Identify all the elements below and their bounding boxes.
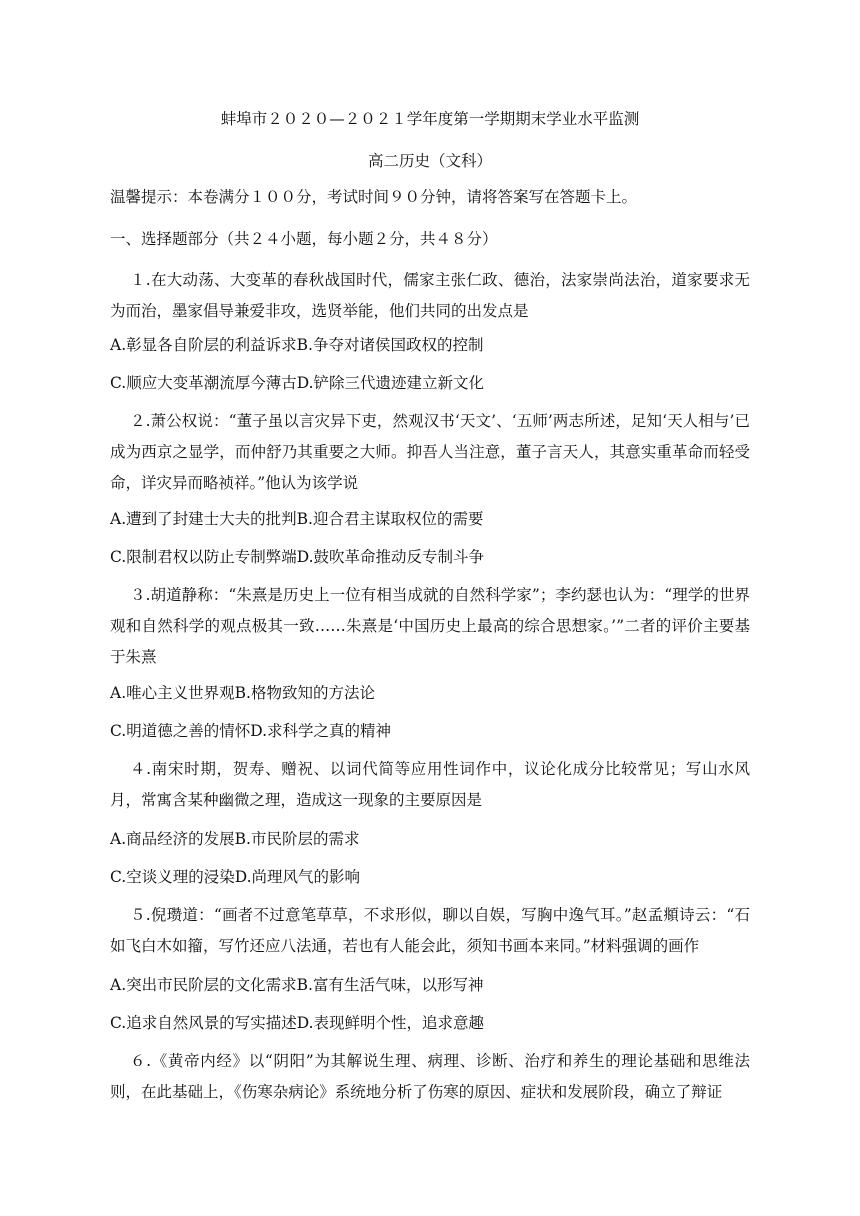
question-3-stem: ３.胡道静称：“朱熹是历史上一位有相当成就的自然科学家”；李约瑟也认为：“理学的世界观和自然科学的观点极其一致……朱熹是‘中国历史上最高的综合思想家。’”二者的评价主要基于朱熹 [110,586,750,666]
section-heading: 一、选择题部分（共２４小题，每小题２分，共４８分） [110,230,498,248]
question-5-stem: ５.倪瓒道：“画者不过意笔草草，不求形似，聊以自娱，写胸中逸气耳。”赵孟頫诗云：“石如飞白木如籀，写竹还应八法通，若也有人能会此，须知书画本来同。”材料强调的画作 [110,906,750,955]
question-3-options-ab: A.唯心主义世界观B.格物致知的方法论 [110,684,375,702]
question-5-options-cd: C.追求自然风景的写实描述D.表现鲜明个性，追求意趣 [110,1014,485,1032]
exam-tip: 温馨提示：本卷满分１００分，考试时间９０分钟，请将答案写在答题卡上。 [110,188,638,206]
question-5-options-ab: A.突出市民阶层的文化需求B.富有生活气味，以形写神 [110,976,484,994]
question-1-stem: １.在大动荡、大变革的春秋战国时代，儒家主张仁政、德治，法家崇尚法治，道家要求无为而治，墨家倡导兼爱非攻，选贤举能，他们共同的出发点是 [110,271,750,320]
question-4-options-cd: C.空谈义理的浸染D.尚理风气的影响 [110,868,361,886]
question-4-options-ab: A.商品经济的发展B.市民阶层的需求 [110,830,360,848]
question-3-options-cd: C.明道德之善的情怀D.求科学之真的精神 [110,722,392,740]
question-2-stem: ２.萧公权说：“董子虽以言灾异下吏，然观汉书‘天文’、‘五师’两志所述，足知‘天人相与’已成为西京之显学，而仲舒乃其重要之大师。抑吾人当注意，董子言天人，其意实重革命而轻受命，详灾异而略祯祥。”他认为该学说 [110,412,750,492]
exam-subject: 高二历史（文科） [367,152,492,170]
exam-title: 蚌埠市２０２０—２０２１学年度第一学期期末学业水平监测 [220,110,640,128]
question-1-options-cd: C.顺应大变革潮流厚今薄古D.铲除三代遗迹建立新文化 [110,374,485,392]
question-2-options-cd: C.限制君权以防止专制弊端D.鼓吹革命推动反专制斗争 [110,548,485,566]
question-1-options-ab: A.彰显各自阶层的利益诉求B.争夺对诸侯国政权的控制 [110,336,484,354]
question-6-stem: ６.《黄帝内经》以“阴阳”为其解说生理、病理、诊断、治疗和养生的理论基础和思维法则，在此基础上，《伤寒杂病论》系统地分析了伤寒的原因、症状和发展阶段，确立了辩证 [110,1052,750,1101]
question-2-options-ab: A.遭到了封建士大夫的批判B.迎合君主谋取权位的需要 [110,510,484,528]
question-4-stem: ４.南宋时期，贺寿、赠祝、以词代简等应用性词作中，议论化成分比较常见；写山水风月，常寓含某种幽微之理，造成这一现象的主要原因是 [110,760,750,809]
